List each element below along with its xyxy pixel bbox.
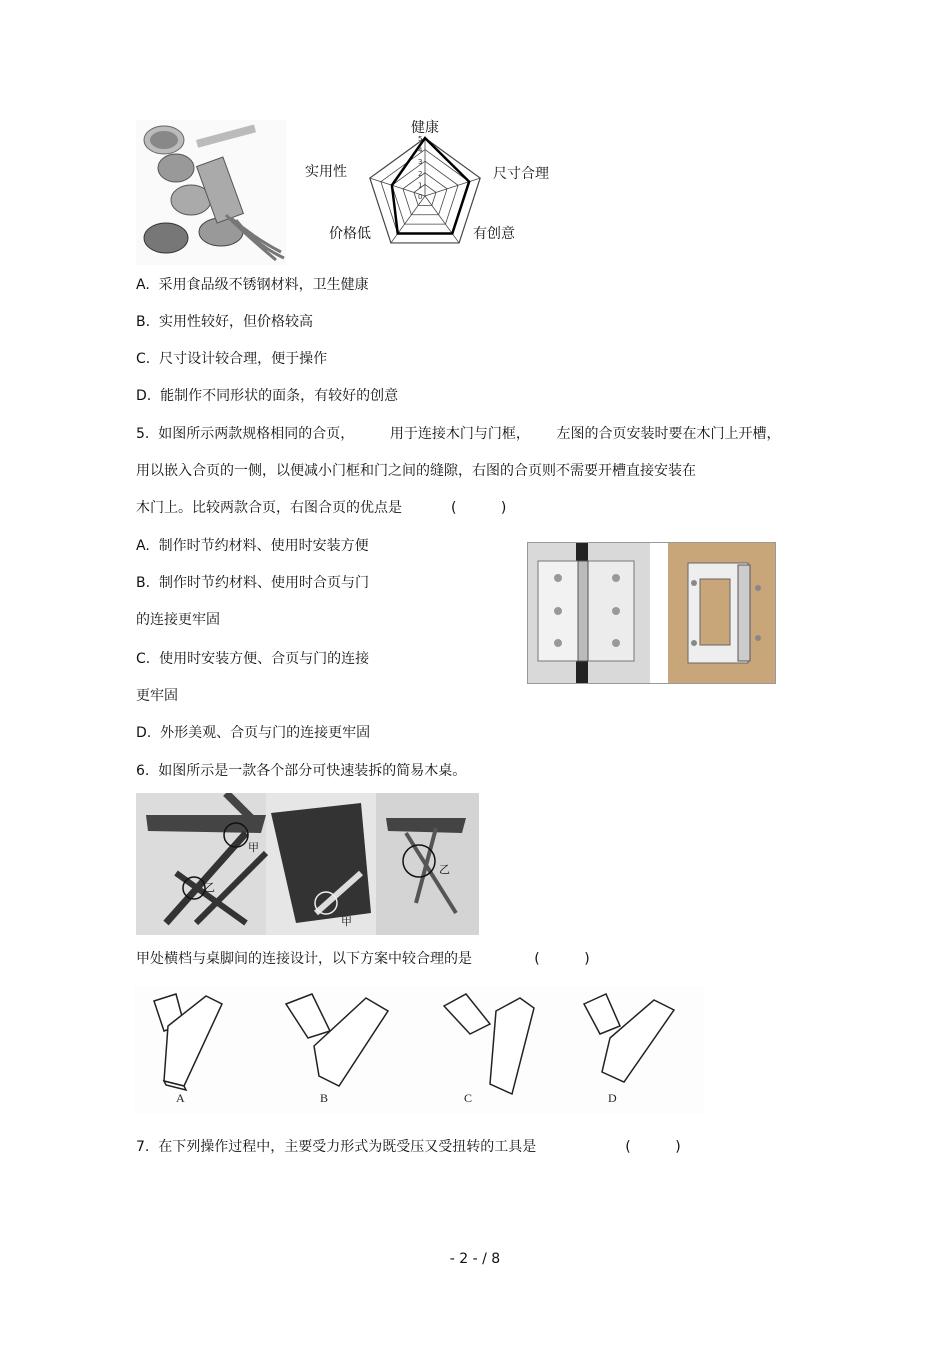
q5-stem-line1: 5. 如图所示两款规格相同的合页， 用于连接木门与门框， 左图的合页安装时要在木门上开槽，: [136, 426, 781, 442]
q5-option-c-cont: 更牢固: [136, 688, 178, 704]
noodle-press-photo: [136, 120, 286, 265]
mark-yi-2: 乙: [439, 863, 450, 876]
option-label-a: A: [176, 1091, 185, 1105]
radar-axis-label: 实用性: [305, 164, 347, 180]
option-label-b: B: [320, 1091, 329, 1105]
radar-tick-label: 5: [418, 135, 423, 143]
q5-stem-line3: 木门上。比较两款合页，右图合页的优点是 ( ): [136, 500, 507, 516]
q5-stem-line2: 用以嵌入合页的一侧，以便减小门框和门之间的缝隙，右图的合页则不需要开槽直接安装在: [136, 463, 696, 479]
radar-tick-label: 4: [418, 146, 423, 155]
page-number: - 2 - / 8: [449, 1251, 501, 1267]
mark-jia-2: 甲: [341, 915, 352, 928]
q4-option-d: D. 能制作不同形状的面条，有较好的创意: [136, 388, 399, 404]
mark-yi-1: 乙: [204, 881, 215, 894]
q7-stem: 7. 在下列操作过程中，主要受力形式为既受压又受扭转的工具是 ( ): [136, 1139, 681, 1155]
radar-tick-label: 3: [418, 158, 423, 167]
hinges-photo: [527, 542, 776, 684]
mark-jia-1: 甲: [248, 841, 259, 854]
joint-options-figure: [134, 986, 704, 1114]
q5-option-d: D. 外形美观、合页与门的连接更牢固: [136, 725, 371, 741]
radar-tick-label: 2: [418, 169, 423, 178]
q4-option-a: A. 采用食品级不锈钢材料，卫生健康: [136, 277, 369, 293]
q5-option-a: A. 制作时节约材料、使用时安装方便: [136, 538, 369, 554]
radar-tick-label: 1: [418, 181, 423, 190]
table-photo: [136, 793, 479, 935]
radar-tick-label: 0: [418, 193, 423, 201]
radar-axis-label: 尺寸合理: [493, 166, 549, 182]
q6-stem: 6. 如图所示是一款各个部分可快速装拆的简易木桌。: [136, 763, 467, 779]
q4-option-c: C. 尺寸设计较合理，便于操作: [136, 351, 328, 367]
option-label-d: D: [608, 1091, 617, 1105]
q4-option-b: B. 实用性较好，但价格较高: [136, 314, 313, 330]
radar-chart: [300, 118, 568, 268]
option-label-c: C: [464, 1091, 473, 1105]
radar-axis-label: 价格低: [329, 226, 371, 242]
q6-question: 甲处横档与桌脚间的连接设计，以下方案中较合理的是 ( ): [136, 951, 590, 967]
q5-option-c: C. 使用时安装方便、合页与门的连接: [136, 651, 370, 667]
q5-option-b-cont: 的连接更牢固: [136, 612, 220, 628]
q5-option-b: B. 制作时节约材料、使用时合页与门: [136, 575, 369, 591]
radar-axis-label: 健康: [411, 120, 439, 136]
radar-axis-label: 有创意: [473, 226, 515, 242]
